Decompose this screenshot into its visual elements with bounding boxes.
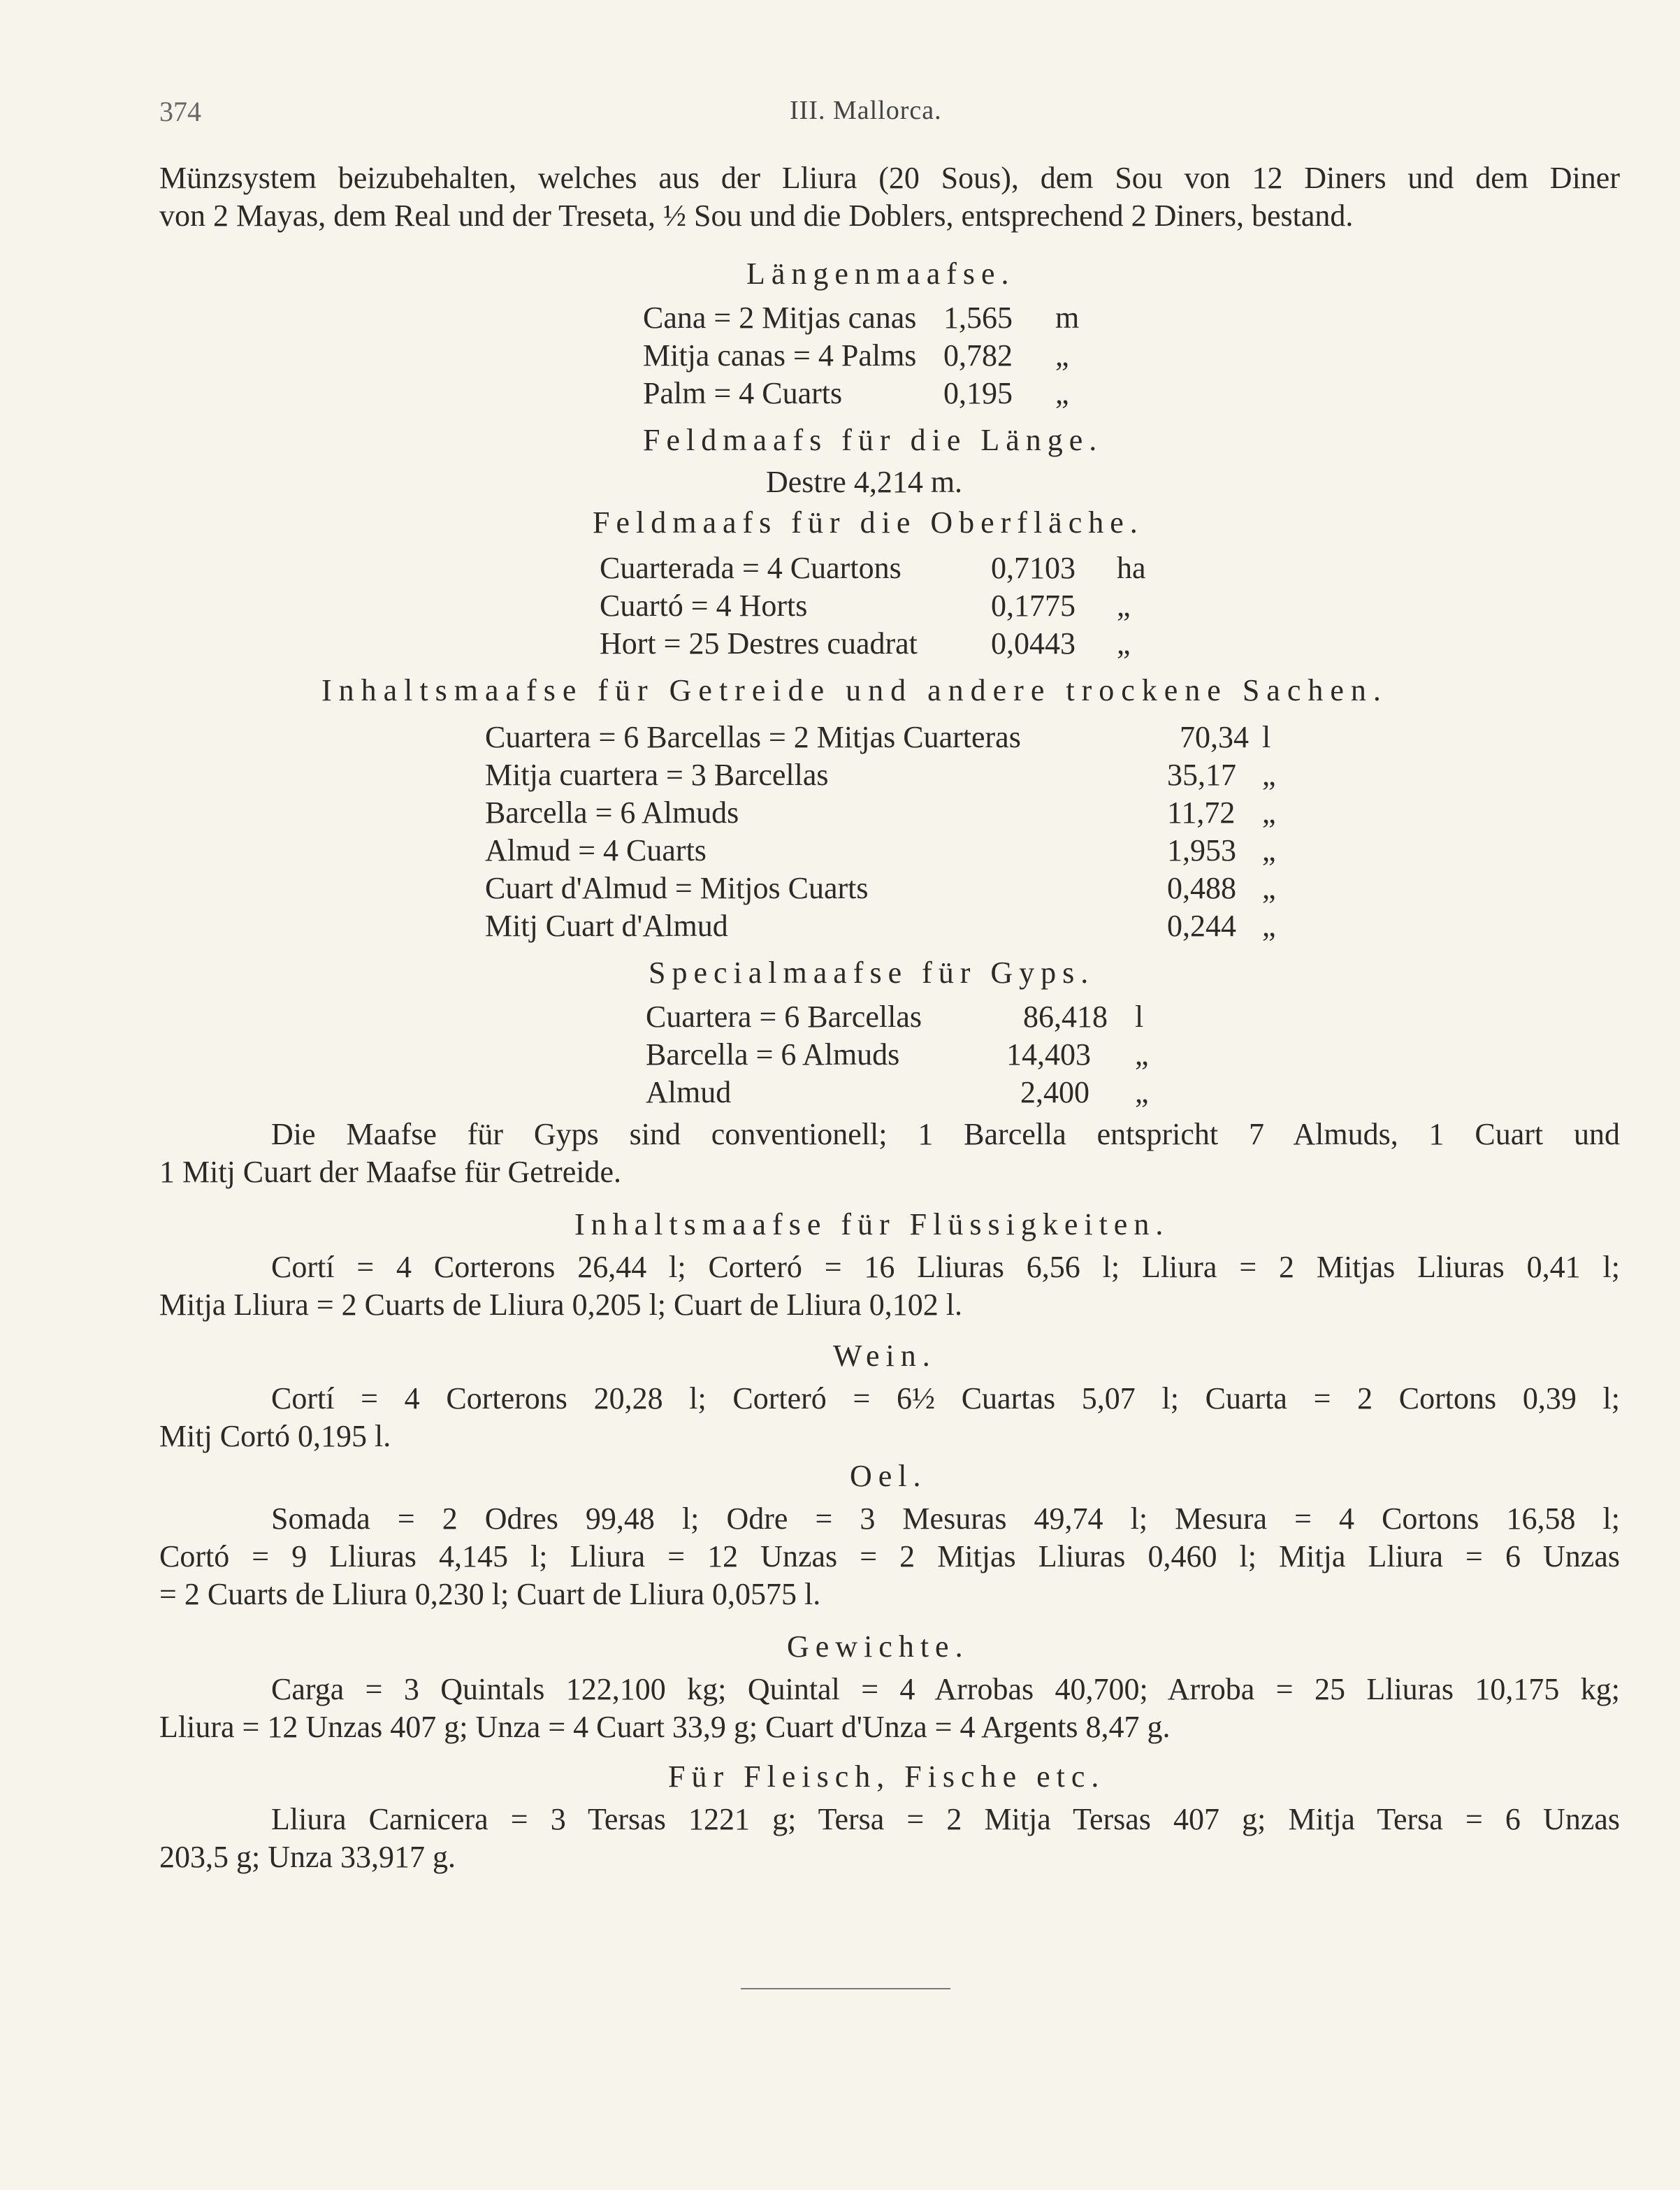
row-unit: „ xyxy=(1055,376,1069,410)
row-value: 0,782 xyxy=(943,338,1013,373)
text-line: Mitj Cortó 0,195 l. xyxy=(159,1419,391,1453)
section-heading-oel: Oel. xyxy=(850,1459,927,1493)
row-description: Almud = 4 Cuarts xyxy=(485,833,707,867)
text-line: 203,5 g; Unza 33,917 g. xyxy=(159,1840,456,1874)
row-value: 35,17 xyxy=(1167,758,1236,792)
row-value: 0,1775 xyxy=(991,589,1076,623)
row-value: 2,400 xyxy=(1020,1075,1089,1109)
row-unit: m xyxy=(1055,301,1080,335)
row-description: Palm = 4 Cuarts xyxy=(643,376,843,410)
gewichte-paragraph xyxy=(159,1671,1620,1746)
text-line: Lliura Carnicera = 3 Tersas 1221 g; Tersa = 2 Mitja Tersas 407 g; Mitja Tersa = 6 Unzas xyxy=(271,1802,1620,1836)
oel-paragraph xyxy=(159,1500,1620,1613)
row-value: 1,953 xyxy=(1167,833,1236,867)
text-line: Münzsystem beizubehalten, welches aus der Lliura (20 Sous), dem Sou von 12 Diners und dem Diner xyxy=(159,161,1620,195)
text-line: Die Maafse für Gyps sind conventionell; 1 Barcella entspricht 7 Almuds, 1 Cuart und xyxy=(271,1117,1620,1151)
section-heading-getreide: Inhaltsmaafse für Getreide und andere trockene Sachen. xyxy=(321,673,1388,707)
row-unit: „ xyxy=(1117,626,1131,661)
row-unit: l xyxy=(1135,1000,1144,1034)
row-description: Cuartera = 6 Barcellas = 2 Mitjas Cuarteras xyxy=(485,720,1021,754)
row-unit: l xyxy=(1262,720,1271,754)
row-description: Barcella = 6 Almuds xyxy=(485,795,739,830)
intro-paragraph xyxy=(159,159,1620,235)
row-unit: ha xyxy=(1117,551,1146,585)
row-value: 0,488 xyxy=(1167,871,1236,905)
section-heading-laengen: Längenmaafse. xyxy=(746,257,1015,291)
section-heading-fluessig: Inhaltsmaafse für Flüssigkeiten. xyxy=(574,1207,1170,1241)
row-unit: „ xyxy=(1117,589,1131,623)
row-unit: „ xyxy=(1262,909,1276,943)
row-value: 0,7103 xyxy=(991,551,1076,585)
fleisch-paragraph xyxy=(159,1801,1620,1876)
row-unit: „ xyxy=(1262,795,1276,830)
text-line: Cortí = 4 Corterons 20,28 l; Corteró = 6½ Cuartas 5,07 l; Cuarta = 2 Cortons 0,39 l; xyxy=(271,1381,1620,1415)
row-description: Cuarterada = 4 Cuartons xyxy=(600,551,901,585)
row-description: Cuartera = 6 Barcellas xyxy=(646,1000,922,1034)
row-unit: „ xyxy=(1055,338,1069,373)
row-description: Cana = 2 Mitjas canas xyxy=(643,301,917,335)
row-description: Mitj Cuart d'Almud xyxy=(485,909,728,943)
text-line: 1 Mitj Cuart der Maafse für Getreide. xyxy=(159,1155,621,1189)
wein-paragraph xyxy=(159,1380,1620,1455)
section-heading-wein: Wein. xyxy=(833,1339,936,1373)
row-description: Cuart d'Almud = Mitjos Cuarts xyxy=(485,871,869,905)
row-value: 70,34 xyxy=(1180,720,1249,754)
section-heading-gewichte: Gewichte. xyxy=(787,1629,969,1664)
row-value: 1,565 xyxy=(943,301,1013,335)
section-heading-gyps: Specialmaafse für Gyps. xyxy=(649,956,1095,990)
row-value: 0,195 xyxy=(943,376,1013,410)
text-line: = 2 Cuarts de Lliura 0,230 l; Cuart de Lliura 0,0575 l. xyxy=(159,1577,821,1611)
text-line: Cortó = 9 Lliuras 4,145 l; Lliura = 12 Unzas = 2 Mitjas Lliuras 0,460 l; Mitja Lliura = 6 Unzas xyxy=(159,1539,1620,1573)
row-unit: „ xyxy=(1262,871,1276,905)
section-heading-feld-laenge: Feldmaafs für die Länge. xyxy=(643,423,1103,457)
row-value: 0,244 xyxy=(1167,909,1236,943)
row-unit: „ xyxy=(1135,1075,1149,1109)
destre-line: Destre 4,214 m. xyxy=(766,465,963,499)
row-value: 11,72 xyxy=(1167,795,1236,830)
page-number: 374 xyxy=(159,96,201,127)
section-heading-fleisch: Für Fleisch, Fische etc. xyxy=(668,1759,1106,1794)
row-value: 86,418 xyxy=(1023,1000,1108,1034)
gyps-note xyxy=(159,1116,1620,1191)
row-unit: „ xyxy=(1262,833,1276,867)
row-description: Mitja canas = 4 Palms xyxy=(643,338,917,373)
text-line: von 2 Mayas, dem Real und der Treseta, ½ Sou und die Doblers, entsprechend 2 Diners, bestand. xyxy=(159,199,1354,233)
section-heading-feld-flaeche: Feldmaafs für die Oberfläche. xyxy=(593,505,1144,540)
row-description: Cuartó = 4 Horts xyxy=(600,589,808,623)
row-description: Barcella = 6 Almuds xyxy=(646,1037,900,1072)
text-line: Somada = 2 Odres 99,48 l; Odre = 3 Mesuras 49,74 l; Mesura = 4 Cortons 16,58 l; xyxy=(271,1501,1620,1536)
row-unit: „ xyxy=(1135,1037,1149,1072)
text-line: Carga = 3 Quintals 122,100 kg; Quintal = 4 Arrobas 40,700; Arroba = 25 Lliuras 10,175 kg; xyxy=(271,1672,1620,1706)
closing-rule xyxy=(741,1988,950,1989)
row-description: Mitja cuartera = 3 Barcellas xyxy=(485,758,829,792)
row-description: Hort = 25 Destres cuadrat xyxy=(600,626,918,661)
row-unit: „ xyxy=(1262,758,1276,792)
text-line: Cortí = 4 Corterons 26,44 l; Corteró = 16 Lliuras 6,56 l; Lliura = 2 Mitjas Lliuras 0,41 l; xyxy=(271,1250,1620,1284)
text-line: Mitja Lliura = 2 Cuarts de Lliura 0,205 l; Cuart de Lliura 0,102 l. xyxy=(159,1288,963,1322)
fluessig-paragraph xyxy=(159,1248,1620,1324)
text-line: Lliura = 12 Unzas 407 g; Unza = 4 Cuart 33,9 g; Cuart d'Unza = 4 Argents 8,47 g. xyxy=(159,1710,1171,1744)
row-description: Almud xyxy=(646,1075,732,1109)
row-value: 14,403 xyxy=(1006,1037,1091,1072)
running-title: III. Mallorca. xyxy=(790,96,942,125)
row-value: 0,0443 xyxy=(991,626,1076,661)
